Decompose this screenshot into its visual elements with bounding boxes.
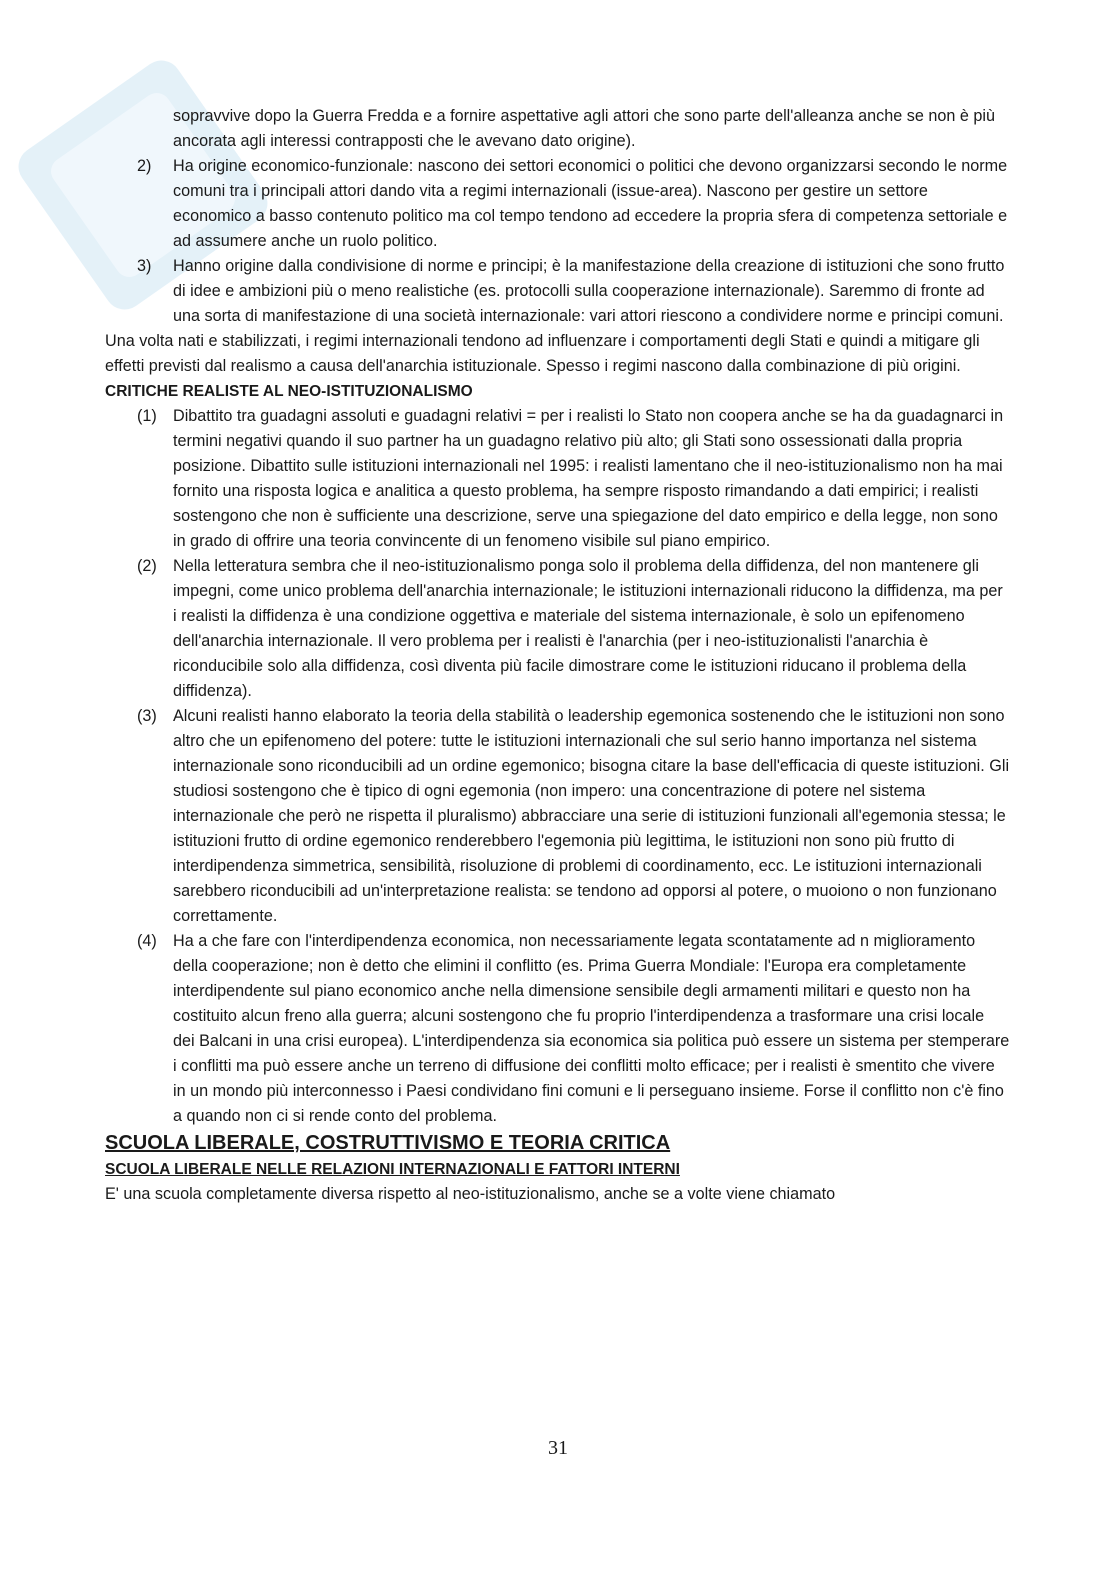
list-item <box>105 704 1010 929</box>
list-marker: (2) <box>137 557 157 575</box>
list-item-text: Nella letteratura sembra che il neo-istituzionalismo ponga solo il problema della diffidenza, del non mantenere gli impegni, come unico problema dell'anarchia internazionale; le istituzioni internazionali riducono la diffidenza, ma per i realisti la diffidenza è una condizione oggettiva e materiale del sistema internazionale, è solo un epifenomeno dell'anarchia internazionale. Il vero problema per i realisti è l'anarchia (per i neo-istituzionalisti l'anarchia è riconducibile solo alla diffidenza, così diventa più facile dimostrare come le istituzioni riducano il problema della diffidenza). <box>173 557 1003 700</box>
list-item-text: Hanno origine dalla condivisione di norme e principi; è la manifestazione della creazione di istituzioni che sono frutto di idee e ambizioni più o meno realistiche (es. protocolli sulla cooperazione internazionale). Saremmo di fronte ad una sorta di manifestazione di una società internazionale: vari attori riescono a condividere norme e principi comuni. <box>173 257 1005 325</box>
list-item <box>105 254 1010 329</box>
list-item <box>105 404 1010 554</box>
list-marker: (4) <box>137 932 157 950</box>
list-item <box>105 554 1010 704</box>
list-item-text: Alcuni realisti hanno elaborato la teoria della stabilità o leadership egemonica sostenendo che le istituzioni non sono altro che un epifenomeno del potere: tutte le istituzioni internazionali che sul serio hanno importanza nel sistema internazionale sono riconducibili ad un ordine egemonico; bisogna citare la base dell'efficacia di queste istituzioni. Gli studiosi sostengono che è tipico di ogni egemonia (non impero: una concentrazione di potere nel sistema internazionale che però ne rispetta il pluralismo) abbracciare una serie di istituzioni funzionali all'egemonia stessa; le istituzioni frutto di ordine egemonico renderebbero l'egemonia più legittima, le istituzioni non sono più frutto di interdipendenza simmetrica, sensibilità, risoluzione di problemi di coordinamento, ecc. Le istituzioni internazionali sarebbero riconducibili ad un'interpretazione realista: se tendono ad opporsi al potere, o muoiono o non funzionano correttamente. <box>173 707 1010 925</box>
summary-paragraph: Una volta nati e stabilizzati, i regimi internazionali tendono ad influenzare i comportamenti degli Stati e quindi a mitigare gli effetti previsti dal realismo a causa dell'anarchia istituzionale. Spesso i regimi nascono dalla combinazione di più origini. <box>105 332 980 375</box>
list-item-text: Ha a che fare con l'interdipendenza economica, non necessariamente legata scontatamente ad n miglioramento della cooperazione; non è detto che elimini il conflitto (es. Prima Guerra Mondiale: l'Europa era completamente interdipendente sul piano economico anche nella dimensione sensibile degli armamenti militari e questo non ha costituito alcun freno alla guerra; alcuni sostengono che fu proprio l'interdipendenza a trasformare una crisi locale dei Balcani in una crisi europea). L'interdipendenza sia economica sia politica può essere un sistema per stemperare i conflitti ma può essere anche un terreno di diffusione dei conflitti molto efficace; per i realisti è smentito che vivere in un mondo più interconnesso i Paesi condividano fini comuni e li perseguano insieme. Forse il conflitto non c'è fino a quando non ci si rende conto del problema. <box>173 932 1010 1125</box>
list-item-text: Dibattito tra guadagni assoluti e guadagni relativi = per i realisti lo Stato non coopera anche se ha da guadagnarci in termini negativi quando il suo partner ha un guadagno relativo più alto; gli Stati sono ossessionati dalla propria posizione. Dibattito sulle istituzioni internazionali nel 1995: i realisti lamentano che il neo-istituzionalismo non ha mai fornito una risposta logica e analitica a questo problema, ha sempre risposto rimandando a dati empirici; i realisti sostengono che non è sufficiente una descrizione, serve una spiegazione del dato empirico e della legge, non sono in grado di offrire una teoria convincente di un fenomeno visibile sul piano empirico. <box>173 407 1004 550</box>
list-item <box>105 929 1010 1129</box>
document-page <box>105 104 1010 1207</box>
critiques-list <box>105 404 1010 1129</box>
continuation-text: sopravvive dopo la Guerra Fredda e a fornire aspettative agli attori che sono parte dell'alleanza anche se non è più ancorata agli interessi contrapposti che le avevano dato origine). <box>173 107 995 150</box>
section-heading: SCUOLA LIBERALE, COSTRUTTIVISMO E TEORIA CRITICA <box>105 1132 671 1154</box>
list-marker: (3) <box>137 707 157 725</box>
list-marker: 2) <box>137 157 152 175</box>
list-marker: (1) <box>137 407 157 425</box>
list-item-text: Ha origine economico-funzionale: nascono dei settori economici o politici che devono organizzarsi secondo le norme comuni tra i principali attori dando vita a regimi internazionali (issue-area). Nascono per gestire un settore economico a basso contenuto politico ma col tempo tendono ad eccedere la propria sfera di competenza settoriale e ad assumere anche un ruolo politico. <box>173 157 1008 250</box>
list-item <box>105 154 1010 254</box>
list-marker: 3) <box>137 257 152 275</box>
origin-list <box>105 154 1010 329</box>
critiques-heading: CRITICHE REALISTE AL NEO-ISTITUZIONALISMO <box>105 383 473 400</box>
closing-text: E' una scuola completamente diversa rispetto al neo-istituzionalismo, anche se a volte viene chiamato <box>105 1185 836 1203</box>
subsection-heading: SCUOLA LIBERALE NELLE RELAZIONI INTERNAZIONALI E FATTORI INTERNI <box>105 1161 680 1178</box>
page-number: 31 <box>548 1437 568 1459</box>
